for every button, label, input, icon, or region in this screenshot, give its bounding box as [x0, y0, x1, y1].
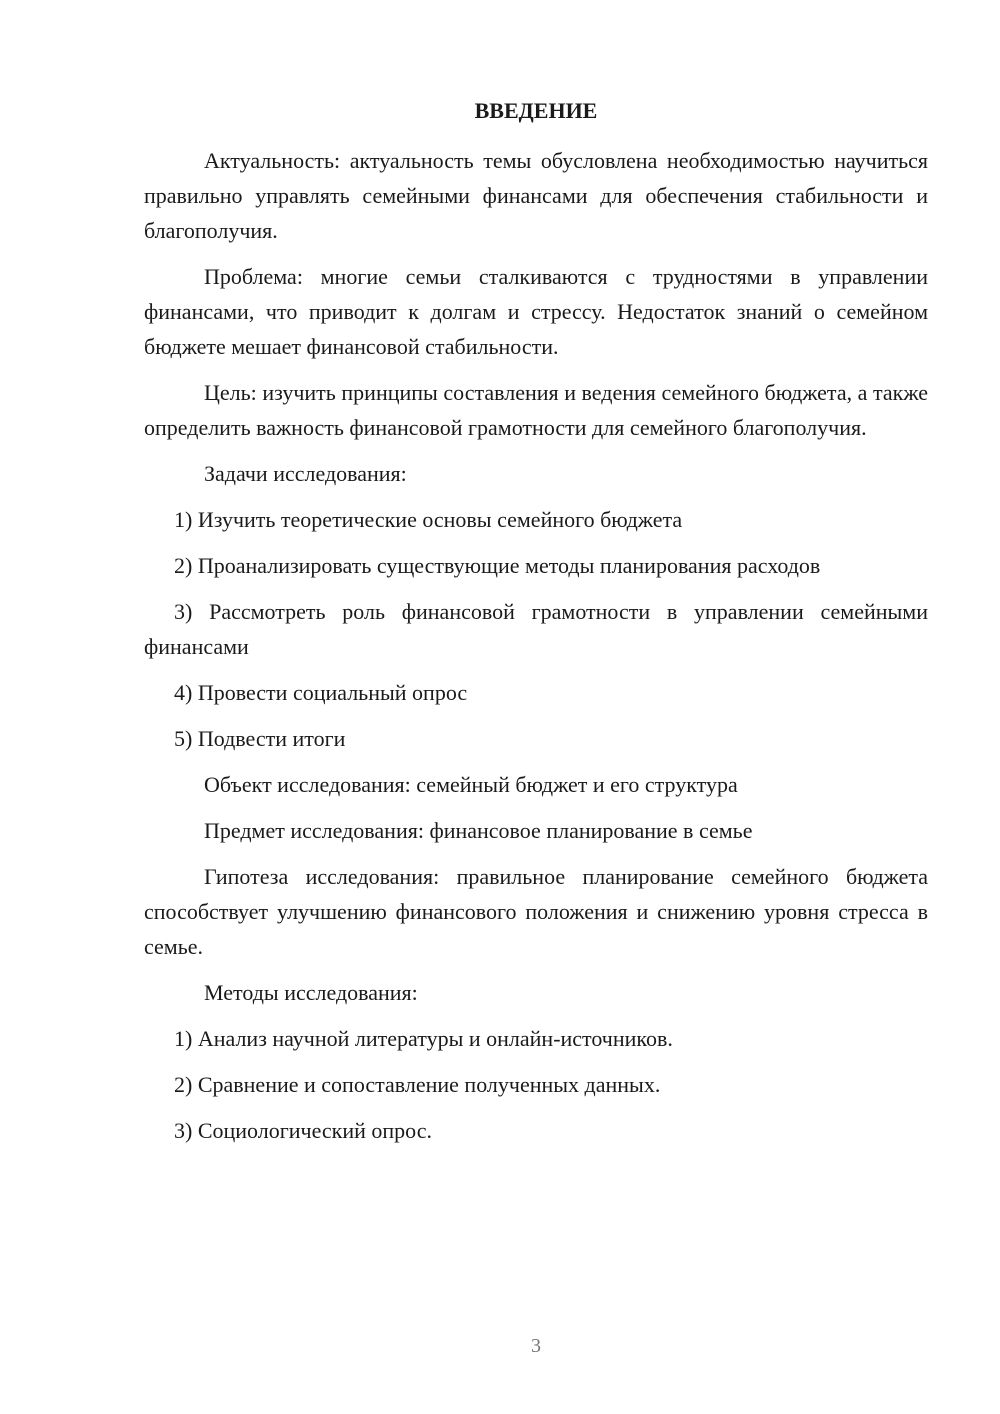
paragraph-hypothesis: Гипотеза исследования: правильное планирование семейного бюджета способствует улучшению финансового положения и снижению уровня стресса в семье.: [144, 864, 928, 959]
list-item-task-1: 1) Изучить теоретические основы семейного бюджета: [174, 507, 683, 532]
paragraph-goal: Цель: изучить принципы составления и ведения семейного бюджета, а также определить важность финансовой грамотности для семейного благополучия.: [144, 380, 928, 440]
list-item-method-3: 3) Социологический опрос.: [174, 1118, 432, 1143]
paragraph-subject: Предмет исследования: финансовое планирование в семье: [204, 818, 753, 843]
page-number: 3: [531, 1335, 541, 1357]
paragraph-relevance: Актуальность: актуальность темы обусловлена необходимостью научиться правильно управлять семейными финансами для обеспечения стабильности и благополучия.: [144, 148, 928, 243]
page-title: ВВЕДЕНИЕ: [474, 98, 598, 123]
paragraph-problem: Проблема: многие семьи сталкиваются с трудностями в управлении финансами, что приводит к долгам и стрессу. Недостаток знаний о семейном бюджете мешает финансовой стабильности.: [144, 264, 928, 359]
list-item-task-3: 3) Рассмотреть роль финансовой грамотности в управлении семейными финансами: [144, 599, 928, 659]
paragraph-tasks-heading: Задачи исследования:: [204, 461, 407, 486]
paragraph-methods-heading: Методы исследования:: [204, 980, 418, 1005]
list-item-task-4: 4) Провести социальный опрос: [174, 680, 468, 705]
list-item-task-5: 5) Подвести итоги: [174, 726, 346, 751]
list-item-method-2: 2) Сравнение и сопоставление полученных данных.: [174, 1072, 661, 1097]
list-item-method-1: 1) Анализ научной литературы и онлайн-источников.: [174, 1026, 673, 1051]
list-item-task-2: 2) Проанализировать существующие методы планирования расходов: [174, 553, 821, 578]
paragraph-object: Объект исследования: семейный бюджет и его структура: [204, 772, 738, 797]
body-text: [144, 143, 928, 1159]
